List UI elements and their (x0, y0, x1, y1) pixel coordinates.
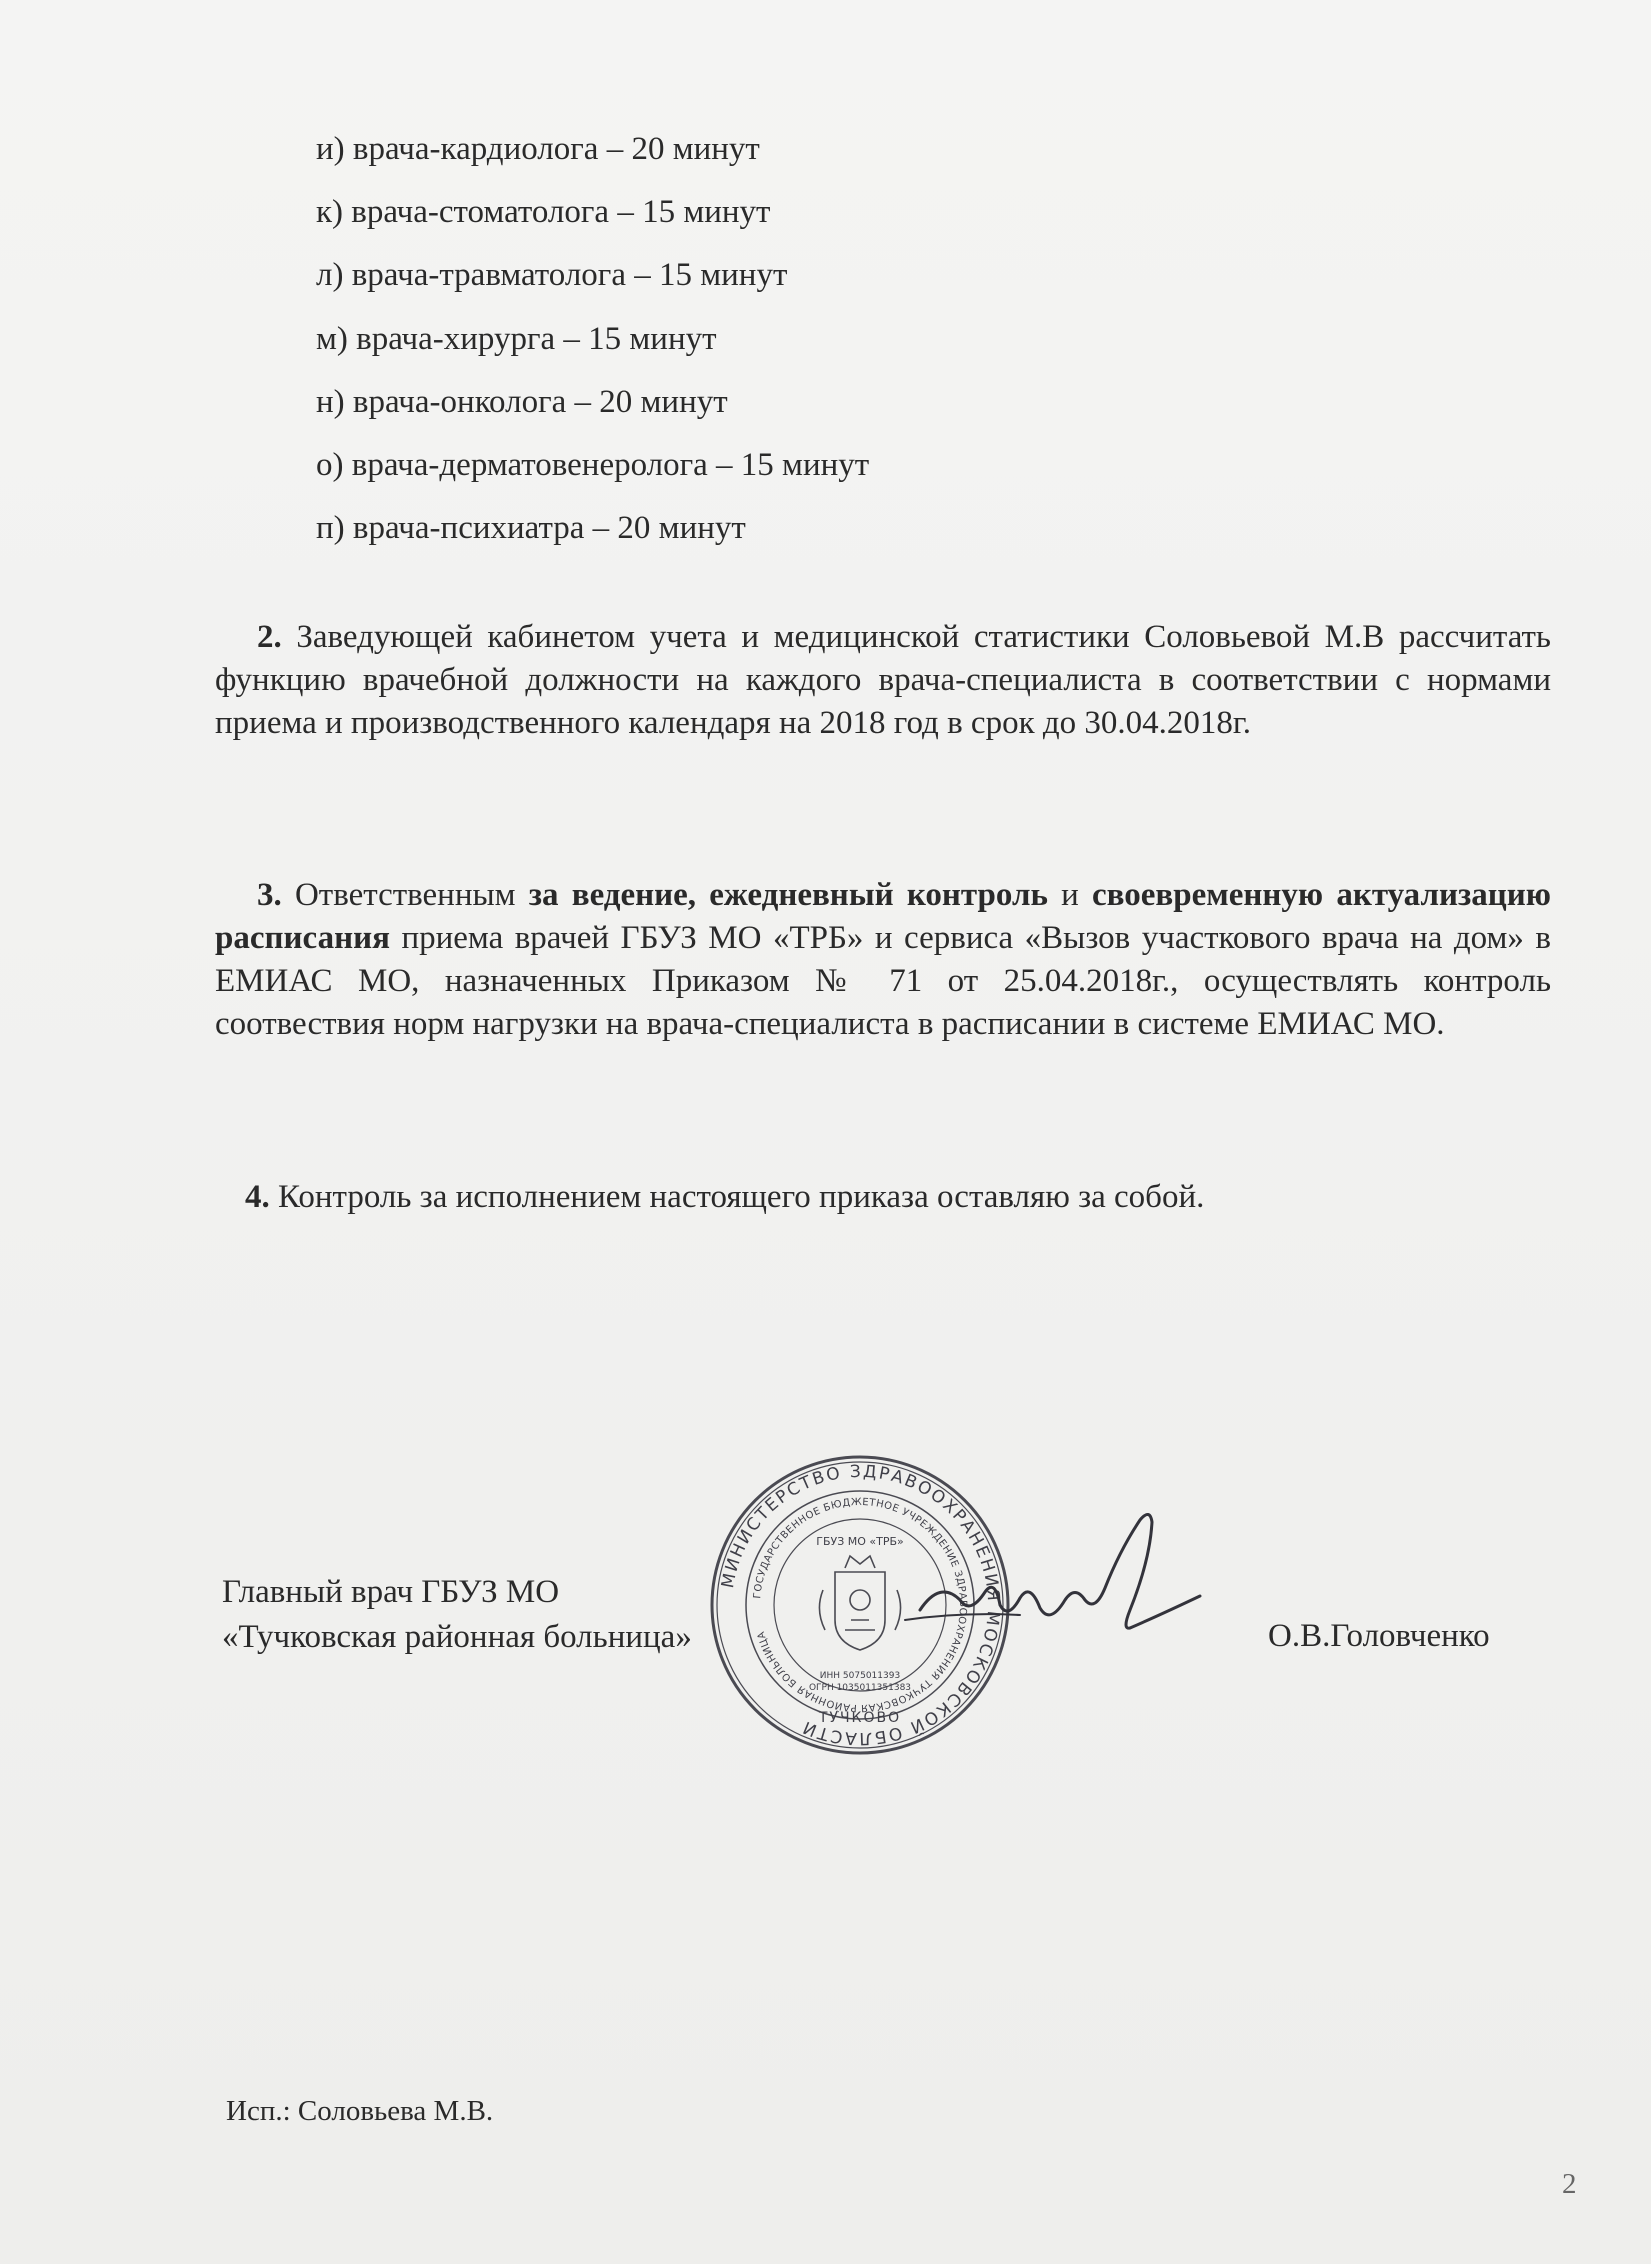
seal-outer-text: МИНИСТЕРСТВО ЗДРАВООХРАНЕНИЯ МОСКОВСКОЙ ОБЛАСТИ (718, 1461, 1004, 1749)
executor-note: Исп.: Соловьева М.В. (226, 2095, 494, 2127)
paragraph-number: 2. (257, 619, 282, 655)
paragraph-text: Заведующей кабинетом учета и медицинской статистики Соловьевой М.В рассчитать функцию врачебной должности на каждого врача-специалиста в соответствии с нормами приема и производственного календаря на 2018 год в срок до 30.04.2018г. (215, 619, 1551, 741)
paragraph-bold-text: за ведение, ежедневный контроль (528, 877, 1048, 913)
paragraph-text: Контроль за исполнением настоящего приказа оставляю за собой. (269, 1179, 1205, 1215)
coat-of-arms-icon (819, 1556, 900, 1650)
paragraph-text: Ответственным (281, 877, 529, 913)
paragraph-text: и (1047, 877, 1093, 913)
list-item: н) врача-онколога – 20 минут (316, 383, 728, 420)
list-item: м) врача-хирурга – 15 минут (316, 320, 717, 357)
seal-ogrn: ОГРН 1035011351383 (808, 1683, 912, 1693)
list-item: и) врача-кардиолога – 20 минут (316, 131, 760, 167)
list-item: к) врача-стоматолога – 15 минут (316, 194, 771, 231)
paragraph-number: 4. (245, 1179, 270, 1215)
handwritten-signature (900, 1500, 1220, 1670)
signatory-title-line: Главный врач ГБУЗ МО (222, 1574, 560, 1610)
list-item: л) врача-травматолога – 15 минут (316, 257, 788, 294)
seal-abbrev: ГБУЗ МО «ТРБ» (816, 1535, 904, 1548)
seal-inner-text: ГОСУДАРСТВЕННОЕ БЮДЖЕТНОЕ УЧРЕЖДЕНИЕ ЗДРАВООХРАНЕНИЯ ТУЧКОВСКАЯ РАЙОННАЯ БОЛЬНИЦА (752, 1496, 969, 1714)
list-item: о) врача-дерматовенеролога – 15 минут (316, 447, 870, 484)
duration-list (316, 118, 869, 560)
seal-city: ТУЧКОВО (818, 1710, 902, 1726)
paragraph-3 (215, 874, 1551, 1046)
paragraph-2 (215, 616, 1551, 745)
paragraph-number: 3. (257, 877, 282, 913)
signatory-title (222, 1570, 692, 1660)
seal-inn: ИНН 5075011393 (819, 1671, 901, 1681)
signatory-title-line: «Тучковская районная больница» (222, 1619, 692, 1655)
paragraph-bold-text: своевременную актуализацию расписания (215, 877, 1551, 956)
paragraph-text: приема врачей ГБУЗ МО «ТРБ» и сервиса «Вызов участкового врача на дом» в ЕМИАС МО, назначенных Приказом № 71 от 25.04.2018г., осуществлять контроль соотвествия норм нагрузки на врача-специалиста в расписании в системе ЕМИАС МО. (215, 920, 1551, 1042)
signatory-name: О.В.Головченко (1268, 1618, 1490, 1654)
page-number: 2 (1562, 2168, 1577, 2200)
list-item: п) врача-психиатра – 20 минут (316, 510, 746, 547)
paragraph-4 (215, 1176, 1551, 1219)
